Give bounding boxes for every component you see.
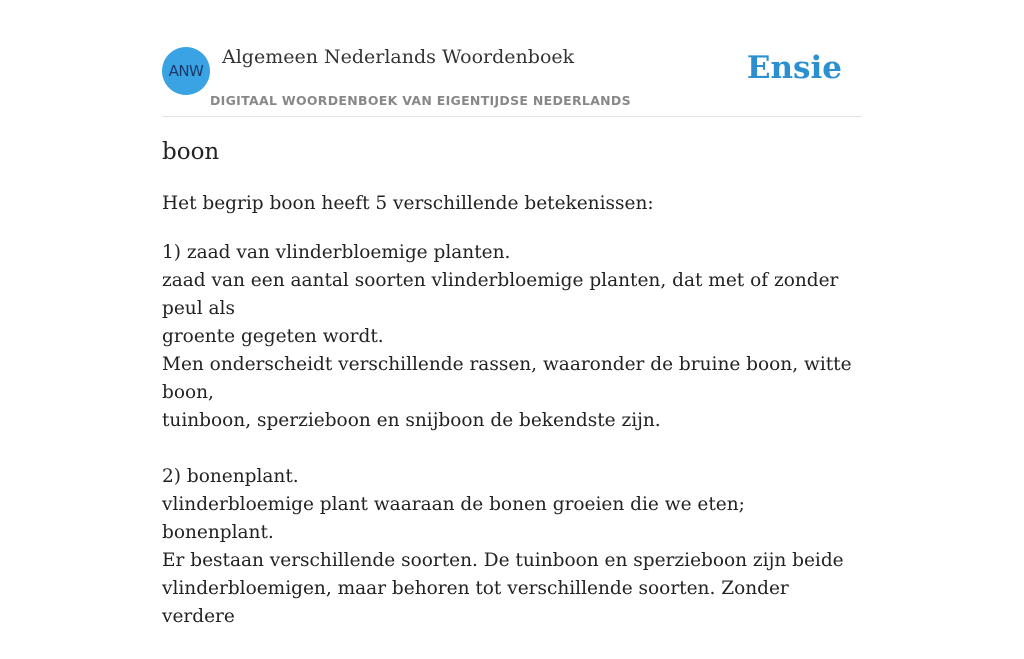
ensie-brand-link[interactable]: Ensie	[746, 50, 842, 86]
meaning-line: vlinderbloemige plant waaraan de bonen groeien die we eten; bonenplant.	[162, 494, 745, 543]
logo-text: ANW	[168, 62, 204, 80]
site-subtitle: DIGITAAL WOORDENBOEK VAN EIGENTIJDSE NEDERLANDS	[210, 93, 631, 108]
anw-logo[interactable]	[162, 47, 210, 95]
meaning-heading: 2) bonenplant.	[162, 466, 299, 487]
site-title[interactable]: Algemeen Nederlands Woordenboek	[222, 46, 575, 68]
meaning-line: tuinboon, sperzieboon en snijboon de bekendste zijn.	[162, 410, 661, 431]
meaning-line: Men onderscheidt verschillende rassen, waaronder de bruine boon, witte boon,	[162, 354, 852, 403]
entry-word: boon	[162, 139, 220, 165]
entry-intro: Het begrip boon heeft 5 verschillende betekenissen:	[162, 193, 654, 214]
meaning-line: vlinderbloemigen, maar behoren tot verschillende soorten. Zonder verdere	[162, 578, 789, 627]
meaning-line: Er bestaan verschillende soorten. De tuinboon en sperzieboon zijn beide	[162, 550, 844, 571]
meaning-line: groente gegeten wordt.	[162, 326, 384, 347]
meaning-item	[162, 239, 862, 435]
meanings-list	[162, 239, 862, 659]
meaning-line: zaad van een aantal soorten vlinderbloemige planten, dat met of zonder peul als	[162, 270, 839, 319]
meaning-heading: 1) zaad van vlinderbloemige planten.	[162, 242, 511, 263]
page-container	[162, 0, 862, 627]
site-header	[162, 0, 862, 117]
meaning-item	[162, 463, 862, 631]
